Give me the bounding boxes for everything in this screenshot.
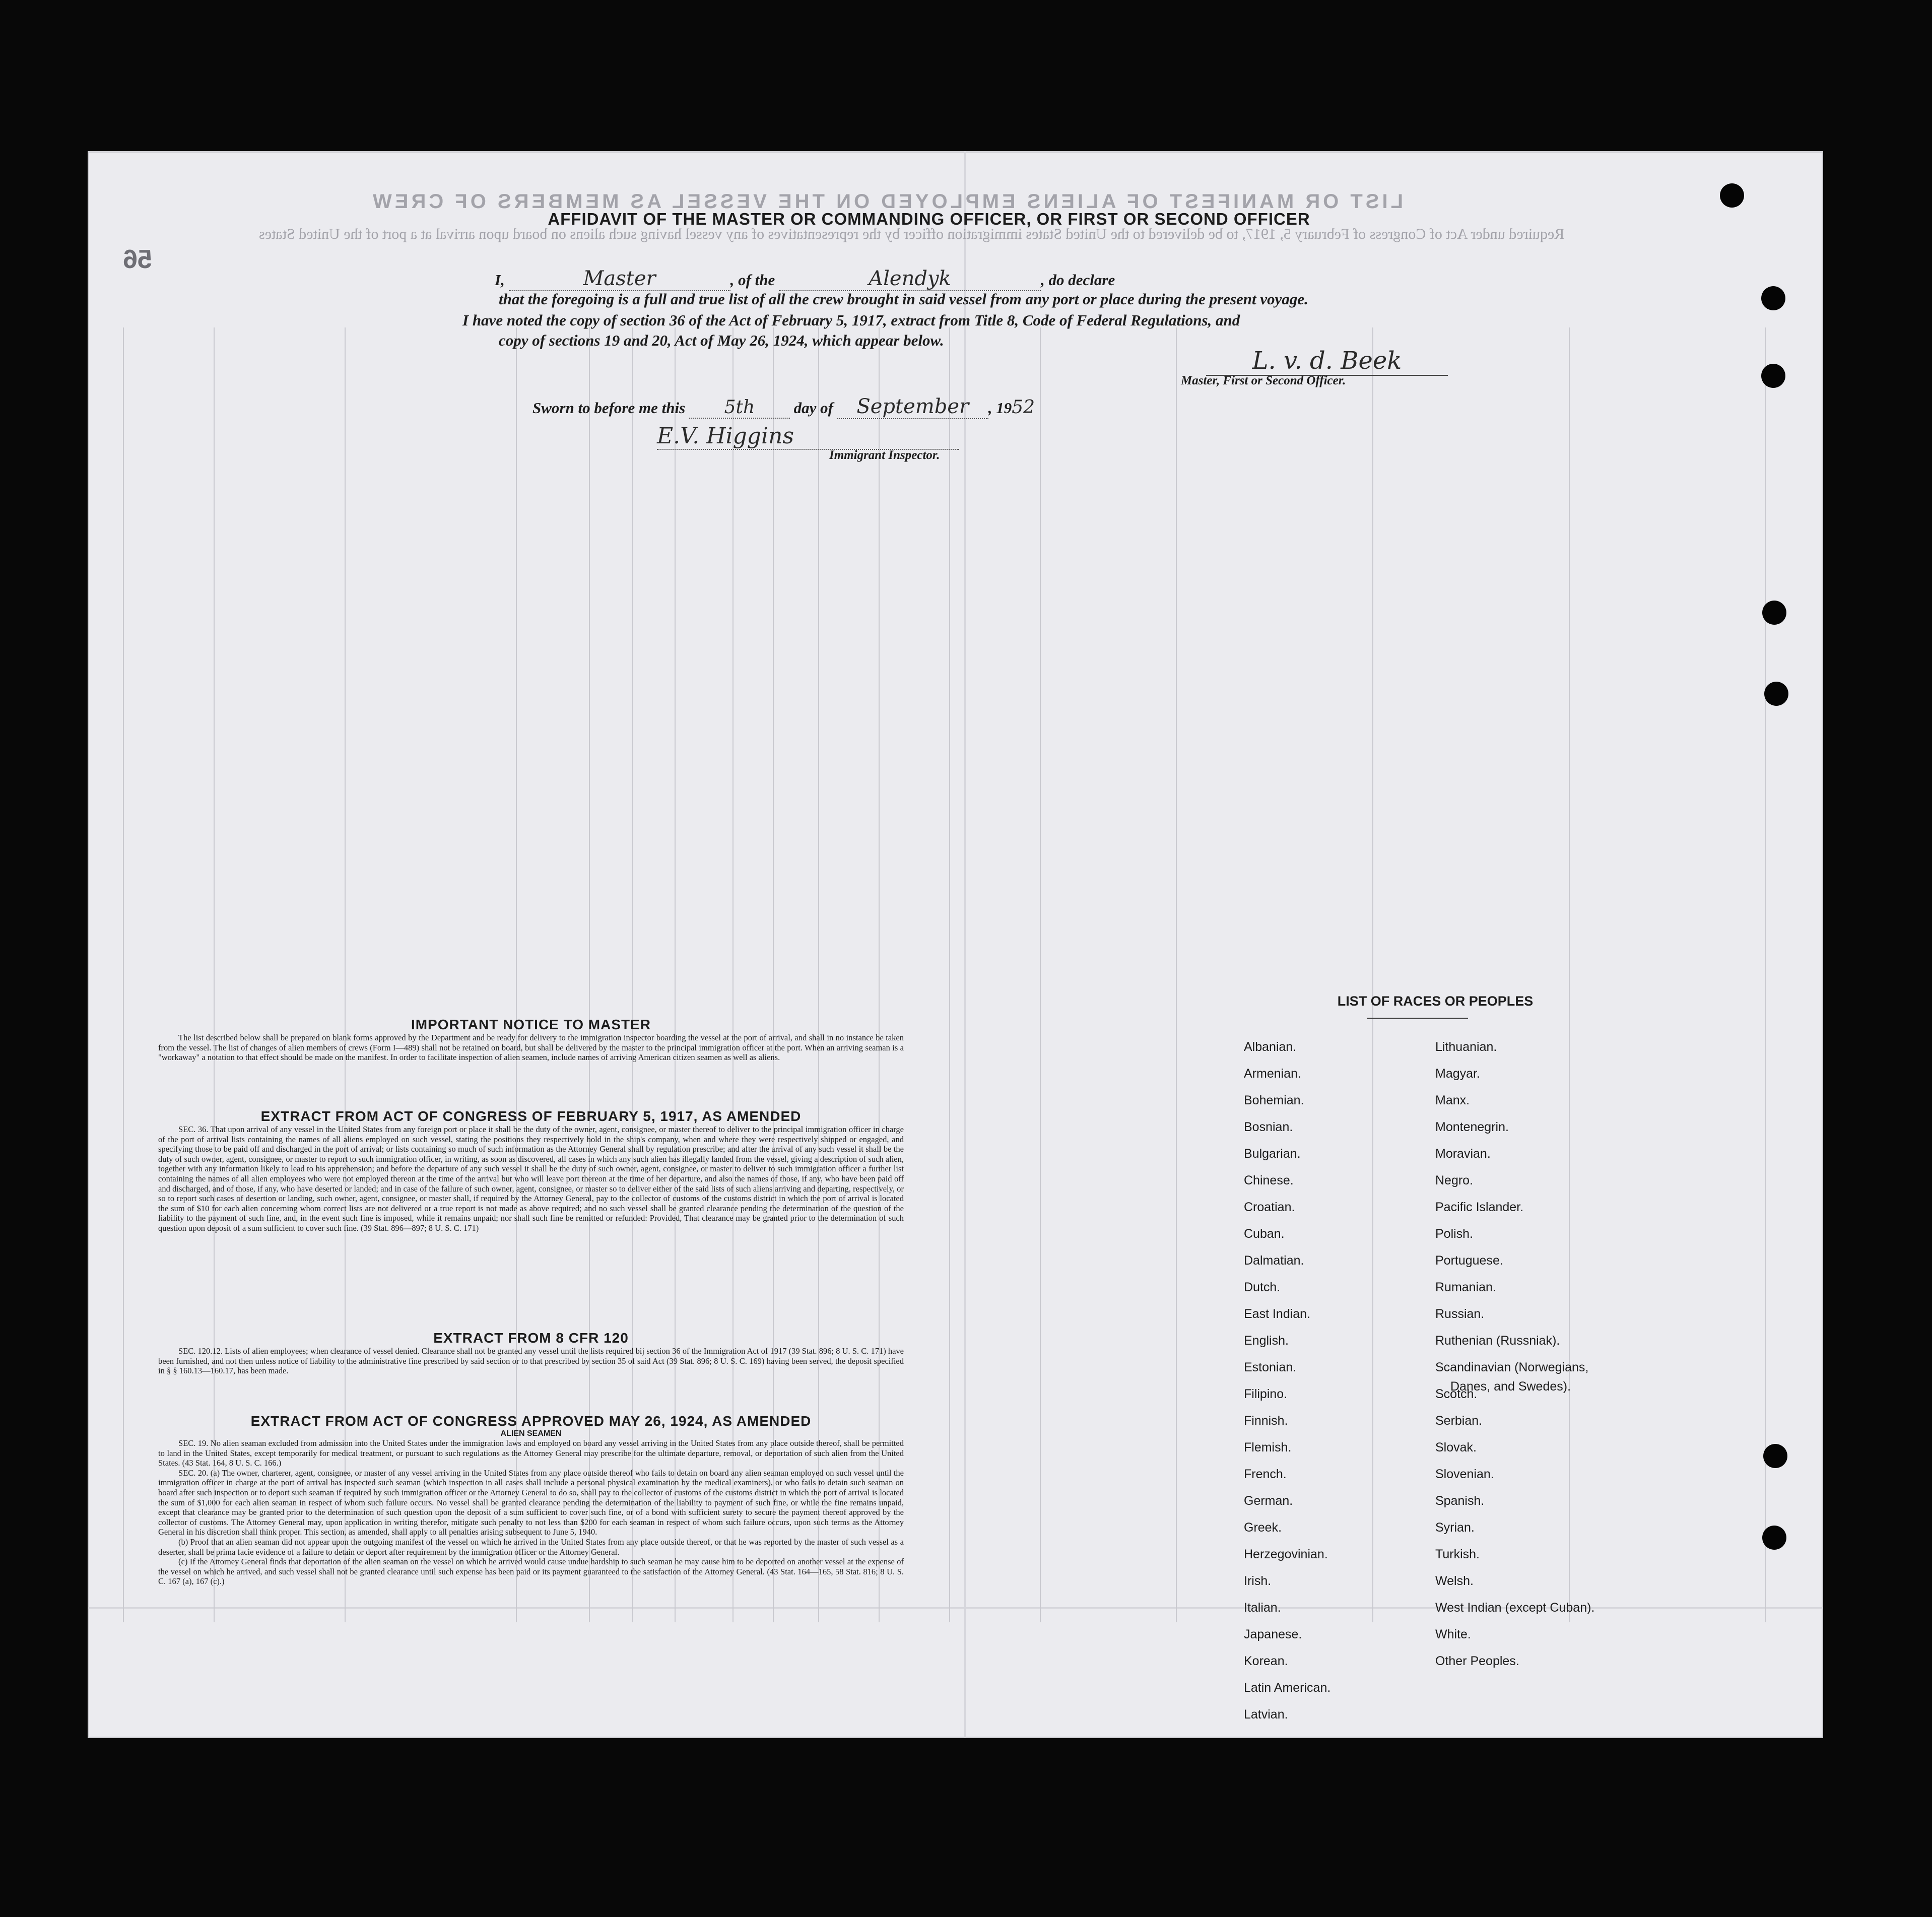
inspector-signature: E.V. Higgins <box>657 423 959 450</box>
binding-hole <box>1761 364 1785 388</box>
race-item: Russian. <box>1435 1307 1485 1321</box>
race-item: Polish. <box>1435 1227 1474 1241</box>
vessel-name-field: Alendyk <box>779 267 1041 291</box>
affidavit-line-2: that the foregoing is a full and true list of all the crew brought in said vessel from any port or place during the present voyage. <box>499 290 1308 308</box>
extract-1924 <box>158 1413 904 1587</box>
race-item: Manx. <box>1435 1093 1470 1107</box>
race-item: Finnish. <box>1244 1414 1288 1428</box>
race-item: Pacific Islander. <box>1435 1200 1524 1214</box>
race-item: Magyar. <box>1435 1067 1480 1081</box>
affidavit-title: AFFIDAVIT OF THE MASTER OR COMMANDING OFFICER, OR FIRST OR SECOND OFFICER <box>548 210 1310 228</box>
binding-hole <box>1720 183 1744 208</box>
race-item: Albanian. <box>1244 1040 1297 1054</box>
race-item: Rumanian. <box>1435 1280 1496 1294</box>
signature-caption: Master, First or Second Officer. <box>1181 374 1346 387</box>
race-item: West Indian (except Cuban). <box>1435 1601 1595 1615</box>
race-item: German. <box>1244 1494 1293 1508</box>
race-item: White. <box>1435 1627 1471 1641</box>
race-item: Syrian. <box>1435 1521 1475 1535</box>
sworn-line: Sworn to before me this 5th day of September , 1952 <box>532 395 1035 418</box>
race-item: Bohemian. <box>1244 1093 1304 1107</box>
race-item: Latin American. <box>1244 1681 1331 1695</box>
race-item: Lithuanian. <box>1435 1040 1497 1054</box>
race-item: Montenegrin. <box>1435 1120 1509 1134</box>
race-item: Italian. <box>1244 1601 1281 1615</box>
binding-hole <box>1762 1526 1786 1550</box>
extract-1924-sec20b: (b) Proof that an alien seaman did not appear upon the outgoing manifest of the vessel on which he arrived in the United States from any place outside thereof, or that he was reported by the master of such vessel as a deserter, shall be prima facie evidence of a failure to detain or deport after requirement by the immigration officer or the Attorney General. <box>158 1537 904 1557</box>
binding-hole <box>1763 1444 1787 1468</box>
extract-1924-sec20c: (c) If the Attorney General finds that deportation of the alien seaman on the vessel on which he arrived would cause undue hardship to such seaman he may cause him to be deported on another vessel at the expense of the vessel on which he arrived, and such vessel shall not be granted clearance until such expense has been paid or its payment guaranteed to the satisfaction of the Attorney General. (43 Stat. 164—165, 58 Stat. 816; 8 U. S. C. 167 (a), 167 (c).) <box>158 1557 904 1587</box>
race-item: Filipino. <box>1244 1387 1288 1401</box>
race-item: Bosnian. <box>1244 1120 1293 1134</box>
race-item: Serbian. <box>1435 1414 1483 1428</box>
bleed-through-title: LIST OR MANIFEST OF ALIENS EMPLOYED ON THE VESSEL AS MEMBERS OF CREW <box>370 190 1404 213</box>
race-item: Danes, and Swedes). <box>1450 1379 1571 1394</box>
race-item: Scotch. <box>1435 1387 1478 1401</box>
race-item: Croatian. <box>1244 1200 1295 1214</box>
race-item: French. <box>1244 1467 1287 1481</box>
race-item: Cuban. <box>1244 1227 1285 1241</box>
race-item: East Indian. <box>1244 1307 1311 1321</box>
affidavit-line-4: copy of sections 19 and 20, Act of May 26, 1924, which appear below. <box>499 332 944 349</box>
extract-1924-sec19: SEC. 19. No alien seaman excluded from admission into the United States under the immigration laws and employed on board any vessel arriving in the United States from any place outside thereof, shall be permitted to land in the United States, except temporarily for medical treatment, or pursuant to such regulations as the Attorney General may prescribe for the ultimate departure, removal, or deportation of such alien from the United States. (43 Stat. 164, 8 U. S. C. 166.) <box>158 1438 904 1468</box>
master-name-field: Master <box>509 267 730 291</box>
race-item: Herzegovinian. <box>1244 1547 1328 1561</box>
race-item: Welsh. <box>1435 1574 1474 1588</box>
races-title-rule <box>1367 1018 1468 1019</box>
manifest-sheet <box>88 151 1823 1738</box>
race-item: Greek. <box>1244 1521 1282 1535</box>
inspector-caption: Immigrant Inspector. <box>829 448 940 462</box>
affidavit-line-3: I have noted the copy of section 36 of the Act of February 5, 1917, extract from Title 8, Code of Federal Regulations, and <box>462 311 1240 329</box>
race-item: Dalmatian. <box>1244 1253 1304 1268</box>
affidavit-line-1: I, Master , of the Alendyk , do declare <box>495 267 1115 290</box>
race-item: Latvian. <box>1244 1707 1288 1722</box>
extract-cfr-text: SEC. 120.12. Lists of alien employees; when clearance of vessel denied. Clearance shall not be granted any vessel until the lists required bij section 36 of the Immigration Act of 1917 (39 Stat. 896; 8 U. S. C. 171) have been furnished, and not then unless notice of liability to the administrative fine prescribed by said section or to that prescribed by section 35 of said Act (39 Stat. 896; 8 U. S. C. 169) having been served, the deposit specified in § § 160.13—160.17, has been made. <box>158 1346 904 1376</box>
sworn-year-field: 52 <box>1012 397 1035 418</box>
race-item: Turkish. <box>1435 1547 1480 1561</box>
extract-1917-title: EXTRACT FROM ACT OF CONGRESS OF FEBRUARY 5, 1917, AS AMENDED <box>260 1108 802 1124</box>
race-item: Flemish. <box>1244 1440 1292 1455</box>
race-item: Spanish. <box>1435 1494 1485 1508</box>
race-item: Chinese. <box>1244 1173 1294 1187</box>
sheet-stamp-number: 56 <box>123 245 152 274</box>
race-item: Negro. <box>1435 1173 1474 1187</box>
race-item: Slovak. <box>1435 1440 1477 1455</box>
binding-hole <box>1762 601 1786 625</box>
race-item: Armenian. <box>1244 1067 1301 1081</box>
race-item: Slovenian. <box>1435 1467 1494 1481</box>
race-item: English. <box>1244 1334 1289 1348</box>
extract-1924-title: EXTRACT FROM ACT OF CONGRESS APPROVED MAY 26, 1924, AS AMENDED <box>250 1413 812 1429</box>
race-item: Estonian. <box>1244 1360 1297 1374</box>
extract-1924-subtitle: ALIEN SEAMEN <box>500 1429 562 1438</box>
sworn-month-field: September <box>837 395 988 419</box>
sworn-day-field: 5th <box>689 397 790 419</box>
binding-hole <box>1761 286 1785 310</box>
notice-text: The list described below shall be prepared on blank forms approved by the Department and be ready for delivery to the immigration inspector boarding the vessel at the port of arrival, and shall in no instance be taken from the vessel. The list of changes of alien members of crews (Form I—489) shall not be retained on board, but shall be delivered by the master to the principal immigration officer at the port. When an arriving seaman is a "workaway" a notation to that effect should be made on the manifest. In order to facilitate inspection of alien seamen, include names of arriving American citizen seamen as well as aliens. <box>158 1033 904 1063</box>
extract-cfr-title: EXTRACT FROM 8 CFR 120 <box>433 1330 629 1346</box>
race-item: Moravian. <box>1435 1147 1491 1161</box>
races-list-title: LIST OF RACES OR PEOPLES <box>1337 994 1534 1009</box>
master-signature: L. v. d. Beek <box>1206 347 1448 376</box>
race-item: Irish. <box>1244 1574 1272 1588</box>
important-notice <box>158 1017 904 1063</box>
extract-1924-sec20a: SEC. 20. (a) The owner, charterer, agent, consignee, or master of any vessel arriving in the United States from any place outside thereof who fails to detain on board any alien seaman employed on such vessel until the immigration officer in charge at the port of arrival has inspected such seaman (which inspection in all cases shall include a personal physical examination by the medical examiners), or who fails to detain such seaman on board after such inspection or to deport such seaman if required by such immigration officer or the Attorney General to do so, shall pay to the collector of customs of the customs district in which the port of arrival is located the sum of $1,000 for each alien seaman in respect of whom such failure occurs. No vessel shall be granted clearance pending the determination of the liability to payment of such fine, or while the fine remains unpaid, except that clearance may be granted prior to the determination of such question upon the deposit of a sum sufficient to cover such fine, or of a bond with sufficient surety to secure the payment thereof approved by the collector of customs. The Attorney General may, upon application in writing therefor, mitigate such penalty to not less than $200 for each seaman in respect of whom such failure occurs, upon such terms as the Attorney General in his discretion shall think proper. This section, as amended, shall apply to all penalties arising subsequent to June 5, 1940. <box>158 1468 904 1537</box>
race-item: Scandinavian (Norwegians, <box>1435 1360 1589 1374</box>
bleed-through-subtitle: Required under Act of Congress of February 5, 1917, to be delivered to the United States immigration officer by the representatives of any vessel having such aliens on board upon arrival at a port of the United States <box>259 226 1565 242</box>
race-item: Dutch. <box>1244 1280 1281 1294</box>
race-item: Korean. <box>1244 1654 1288 1668</box>
race-item: Ruthenian (Russniak). <box>1435 1334 1560 1348</box>
race-item: Japanese. <box>1244 1627 1302 1641</box>
race-item: Other Peoples. <box>1435 1654 1519 1668</box>
notice-title: IMPORTANT NOTICE TO MASTER <box>411 1017 651 1032</box>
extract-1917 <box>158 1108 904 1233</box>
binding-hole <box>1764 682 1788 706</box>
extract-cfr <box>158 1330 904 1376</box>
extract-1917-text: SEC. 36. That upon arrival of any vessel in the United States from any foreign port or place it shall be the duty of the owner, agent, consignee, or master thereof to deliver to the principal immigration officer in charge of the port of arrival lists containing the names of all aliens employed on such vessel, stating the positions they respectively hold in the ship's company, when and where they were respectively shipped or engaged, and specifying those to be paid off and discharged in the port of arrival; or lists containing so much of such information as the Attorney General shall by regulation prescribe; and after the arrival of any such vessel it shall be the duty of such owner, agent, consignee, or master to report to such immigration officer, in writing, as soon as discovered, all cases in which any such alien has illegally landed from the vessel, giving a description of such alien, together with any information likely to lead to his apprehension; and before the departure of any such vessel it shall be the duty of such owner, agent, consignee, or master to deliver to such immigration officer a further list containing the names of all alien employees who were not employed thereon at the time of the arrival but who will leave port thereon at the time of her departure, and also the names of those, if any, who have been paid off and discharged, and of those, if any, who have deserted or landed; and in case of the failure of such owner, agent, consignee, or master so to deliver either of the said lists of such aliens arriving and departing, respectively, or so to report such cases of desertion or landing, such owner, agent, consignee, or master shall, if required by the Attorney General, pay to the collector of customs of the customs district in which the port of arrival is located the sum of $10 for each alien concerning whom correct lists are not delivered or a true report is not made as above required; and no such vessel shall be granted clearance pending the determination of the question of the liability to the payment of such fine, and, in the event such fine is imposed, while it remains unpaid; nor shall such fine be remitted or refunded: Provided, That clearance may be granted prior to the determination of such question upon deposit of a sum sufficient to cover such fine. (39 Stat. 896—897; 8 U. S. C. 171) <box>158 1125 904 1233</box>
race-item: Bulgarian. <box>1244 1147 1301 1161</box>
race-item: Portuguese. <box>1435 1253 1503 1268</box>
